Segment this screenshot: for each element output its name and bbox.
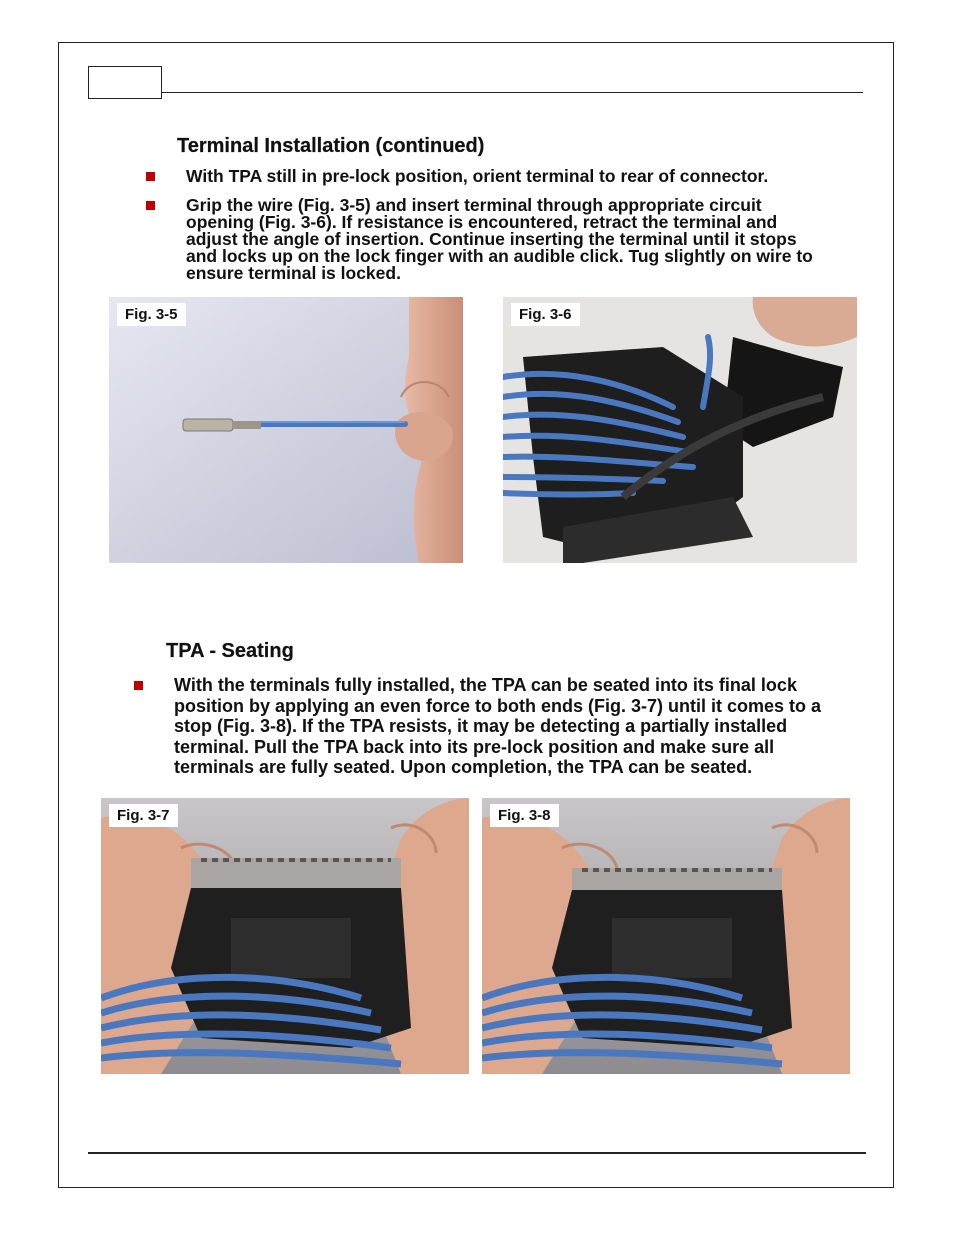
page-number-box <box>88 66 162 99</box>
figure-3-7 <box>101 798 469 1074</box>
figure-label: Fig. 3-8 <box>490 804 559 827</box>
figure-label: Fig. 3-5 <box>117 303 186 326</box>
terminal-insertion-photo <box>503 297 857 563</box>
text-line: position by applying an even force to both ends (Fig. 3-7) until it comes to a <box>174 695 822 716</box>
text-line: ensure terminal is locked. <box>186 263 401 283</box>
section-heading-tpa-seating: TPA - Seating <box>166 640 294 662</box>
text-line: With TPA still in pre-lock position, orient terminal to rear of connector. <box>186 166 769 186</box>
bullet-text-2 <box>186 197 813 282</box>
header-rule <box>162 92 863 93</box>
text-line: and locks up on the lock finger with an audible click. Tug slightly on wire to <box>186 246 813 266</box>
text-line: adjust the angle of insertion. Continue inserting the terminal until it stops <box>186 229 797 249</box>
section-heading-terminal-installation: Terminal Installation (continued) <box>177 135 485 157</box>
footer-rule <box>88 1152 866 1154</box>
text-line: opening (Fig. 3-6). If resistance is encountered, retract the terminal and <box>186 212 778 232</box>
text-line: stop (Fig. 3-8). If the TPA resists, it may be detecting a partially installed <box>174 716 788 736</box>
figure-label: Fig. 3-6 <box>511 303 580 326</box>
bullet-marker <box>146 201 155 210</box>
figure-3-5 <box>109 297 463 563</box>
tpa-prelock-photo <box>101 798 469 1074</box>
text-line: With the terminals fully installed, the TPA can be seated into its final lock <box>174 675 797 695</box>
figure-3-6 <box>503 297 857 563</box>
text-line: terminals are fully seated. Upon completion, the TPA can be seated. <box>174 757 753 777</box>
tpa-seated-photo <box>482 798 850 1074</box>
text-line: terminal. Pull the TPA back into its pre-lock position and make sure all <box>174 736 775 757</box>
bullet-marker <box>134 681 143 690</box>
bullet-text-1 <box>186 168 768 185</box>
bullet-marker <box>146 172 155 181</box>
figure-label: Fig. 3-7 <box>109 804 178 827</box>
terminal-on-wire-photo <box>109 297 463 563</box>
text-line: Grip the wire (Fig. 3-5) and insert terminal through appropriate circuit <box>186 195 762 215</box>
bullet-text-3 <box>174 675 821 778</box>
figure-3-8 <box>482 798 850 1074</box>
